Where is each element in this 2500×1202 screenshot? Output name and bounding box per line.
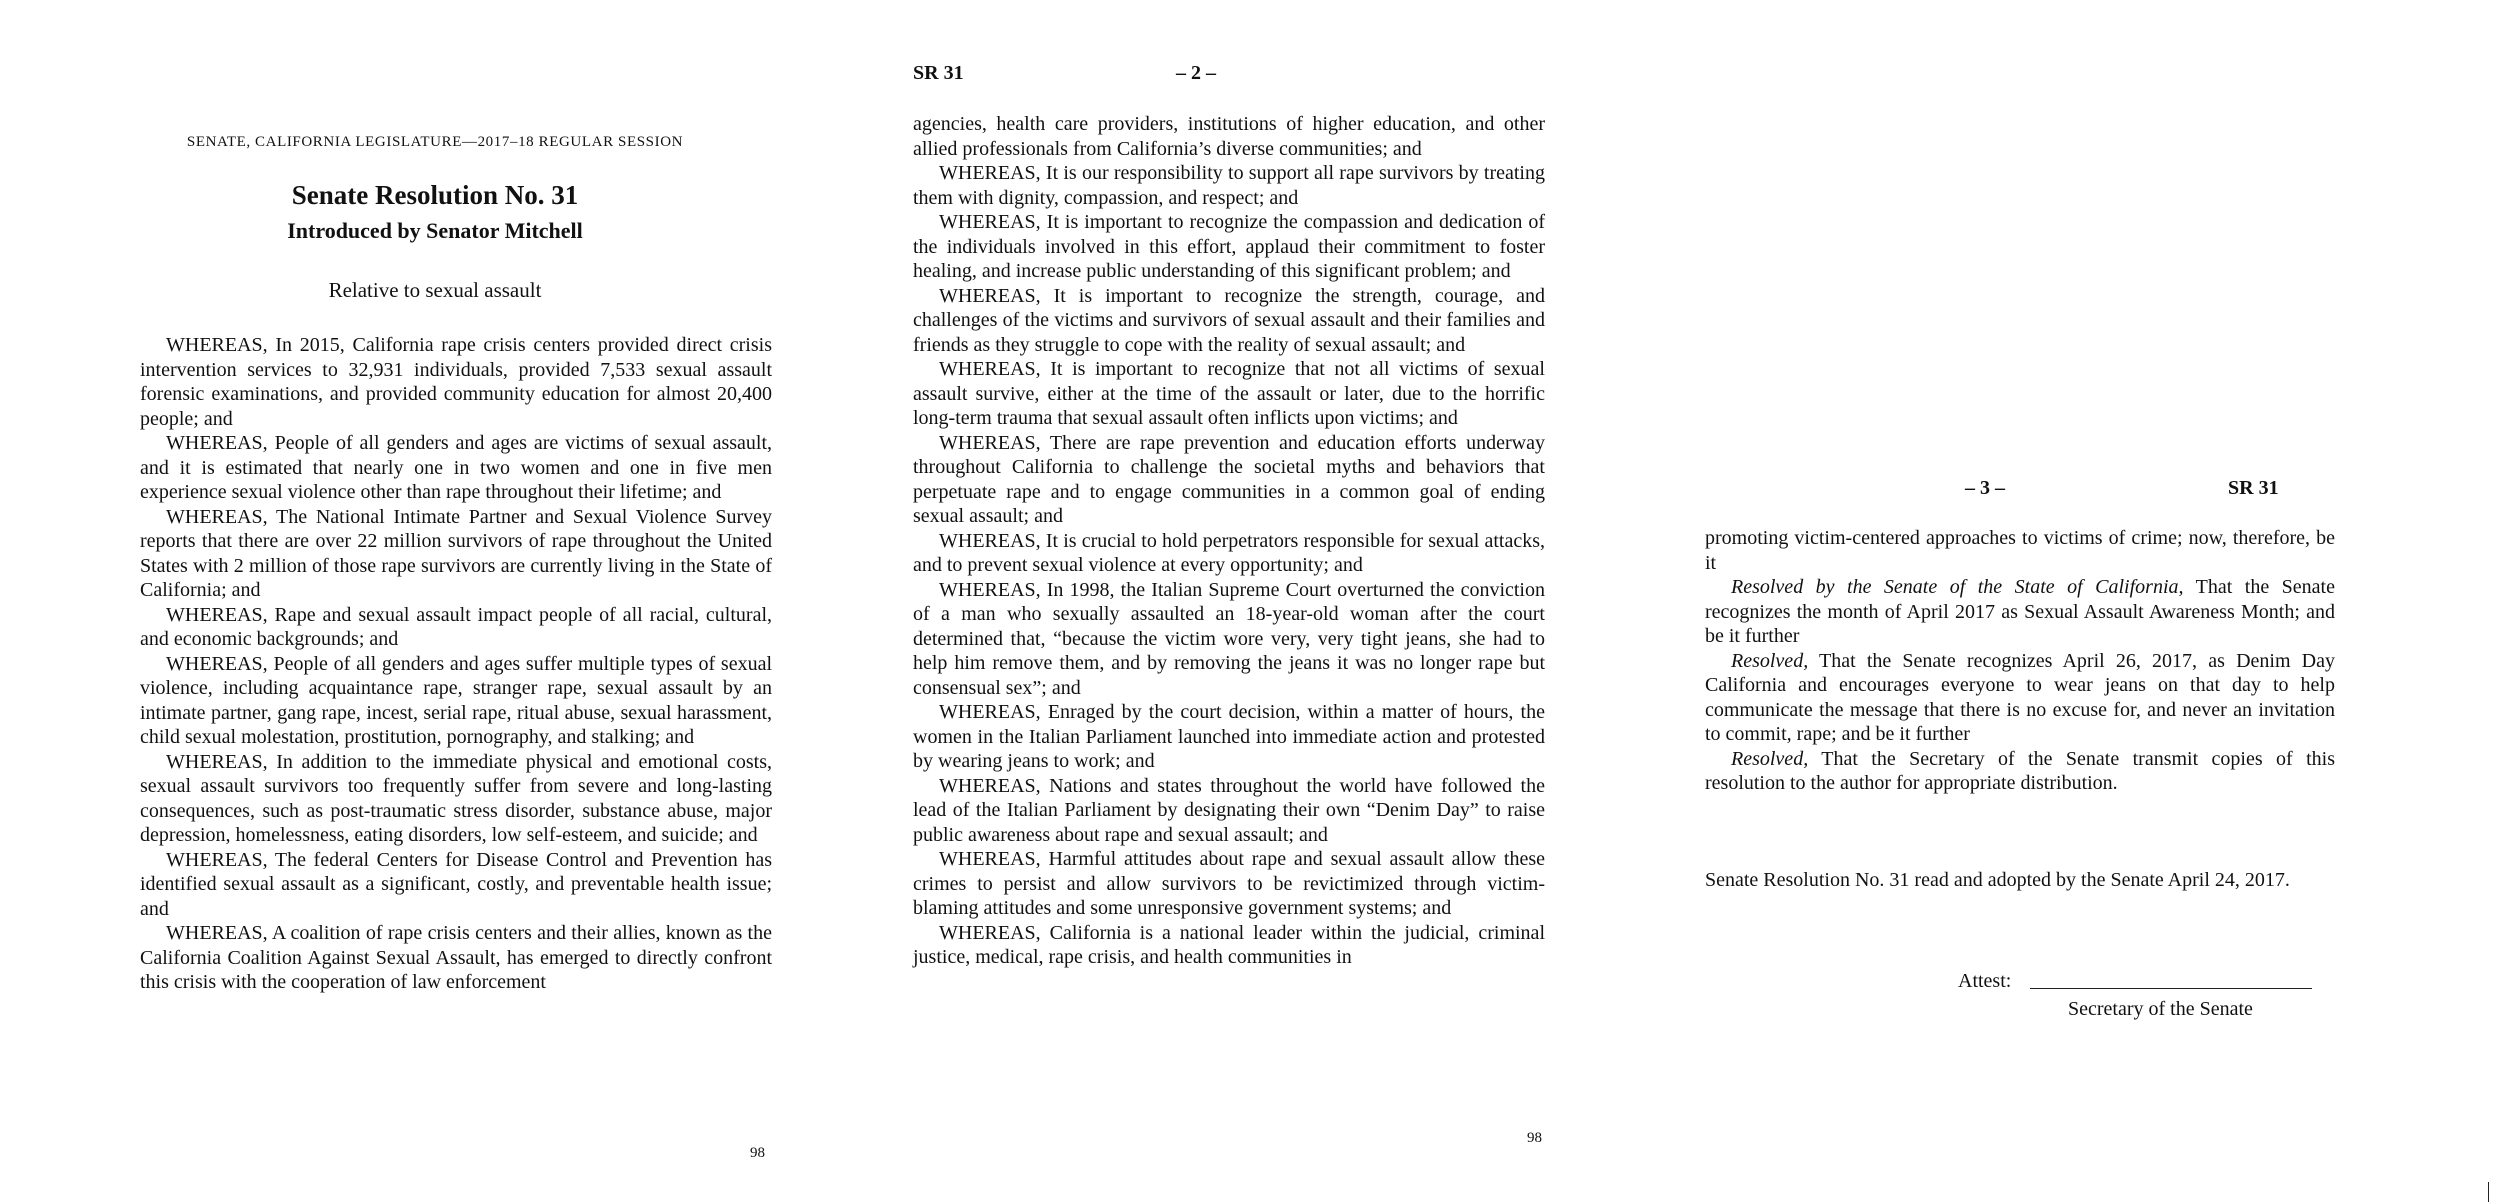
whereas-paragraph: WHEREAS, The National Intimate Partner and Sexual Violence Survey reports that there are over 22 million survivors of rape throughout the United States with 2 million of those rape survivors are currently living in the State of California; and — [140, 505, 772, 601]
resolution-body-page-2 — [913, 112, 1545, 970]
whereas-paragraph: WHEREAS, People of all genders and ages suffer multiple types of sexual violence, including acquaintance rape, stranger rape, sexual assault by an intimate partner, gang rape, incest, serial rape, ritual abuse, sexual harassment, child sexual molestation, prostitution, pornography, and stalking; and — [140, 652, 772, 748]
resolved-clause-lead: Resolved, — [1731, 747, 1809, 770]
whereas-paragraph: WHEREAS, California is a national leader within the judicial, criminal justice, medical, rape crisis, and health communities in — [913, 921, 1545, 968]
whereas-paragraph: WHEREAS, It is crucial to hold perpetrators responsible for sexual attacks, and to prevent sexual violence at every opportunity; and — [913, 529, 1545, 576]
whereas-paragraph: WHEREAS, It is important to recognize the strength, courage, and challenges of the victims and survivors of sexual assault and their families and friends as they struggle to cope with the reality of sexual assault; and — [913, 284, 1545, 356]
adoption-statement: Senate Resolution No. 31 read and adopted by the Senate April 24, 2017. — [1705, 869, 2290, 891]
text-cursor-mark — [2488, 1182, 2489, 1202]
resolution-title: Senate Resolution No. 31 — [291, 180, 579, 210]
whereas-paragraph: WHEREAS, Enraged by the court decision, within a matter of hours, the women in the Italian Parliament launched into immediate action and protested by wearing jeans to work; and — [913, 701, 1545, 772]
whereas-paragraph: WHEREAS, It is important to recognize the compassion and dedication of the individuals involved in this effort, applaud their commitment to foster healing, and increase public understanding of this significant problem; and — [913, 211, 1545, 282]
running-head-resolution-id: SR 31 — [913, 62, 964, 84]
resolved-clause — [1705, 575, 2335, 649]
whereas-paragraph: WHEREAS, In 1998, the Italian Supreme Court overturned the conviction of a man who sexually assaulted an 18-year-old woman after the court determined that, “because the victim wore very, very tight jeans, she had to help him remove them, and by removing the jeans it was no longer rape but consensual sex”; and — [913, 578, 1545, 699]
whereas-paragraph: WHEREAS, It is important to recognize that not all victims of sexual assault survive, either at the time of the assault or later, due to the horrific long-term trauma that sexual assault often inflicts upon victims; and — [913, 358, 1545, 429]
secretary-label: Secretary of the Senate — [2068, 998, 2253, 1020]
running-head-page-number: – 2 – — [1176, 62, 1216, 84]
resolved-clause-text: That the Secretary of the Senate transmit copies of this resolution to the author for appropriate distribution. — [1705, 747, 2335, 794]
whereas-paragraph: WHEREAS, It is our responsibility to support all rape survivors by treating them with dignity, compassion, and respect; and — [913, 162, 1545, 209]
session-header: SENATE, CALIFORNIA LEGISLATURE—2017–18 REGULAR SESSION — [186, 134, 684, 150]
resolved-clause-text: That the Senate recognizes the month of April 2017 as Sexual Assault Awareness Month; and be it further — [1705, 576, 2335, 647]
whereas-paragraph: WHEREAS, There are rape prevention and education efforts underway throughout California to challenge the societal myths and behaviors that perpetuate rape and to engage communities in a common goal of ending sexual assault; and — [913, 431, 1545, 527]
introduced-by: Introduced by Senator Mitchell — [287, 218, 583, 243]
resolved-clause — [1705, 649, 2335, 747]
resolution-body-page-3 — [1705, 526, 2335, 796]
document-page-1 — [0, 0, 860, 1202]
whereas-paragraph: WHEREAS, Harmful attitudes about rape and sexual assault allow these crimes to persist and allow survivors to be revictimized through victim-blaming attitudes and some unresponsive government systems; and — [913, 848, 1545, 919]
whereas-paragraph: WHEREAS, The federal Centers for Disease Control and Prevention has identified sexual assault as a significant, costly, and preventable health issue; and — [140, 848, 772, 920]
page-footer-number: 98 — [750, 1145, 765, 1161]
running-head-resolution-id: SR 31 — [2228, 477, 2279, 499]
continued-paragraph: agencies, health care providers, institutions of higher education, and other allied professionals from California’s diverse communities; and — [913, 113, 1545, 160]
page-footer-number: 98 — [1527, 1130, 1542, 1146]
whereas-paragraph: WHEREAS, Nations and states throughout the world have followed the lead of the Italian Parliament by designating their own “Denim Day” to raise public awareness about rape and sexual assault; and — [913, 774, 1545, 846]
whereas-paragraph: WHEREAS, Rape and sexual assault impact people of all racial, cultural, and economic backgrounds; and — [140, 603, 772, 650]
resolution-body-page-1 — [140, 333, 772, 995]
resolved-clause-lead: Resolved, — [1731, 649, 1809, 672]
resolution-subject: Relative to sexual assault — [328, 278, 542, 302]
whereas-paragraph: WHEREAS, A coalition of rape crisis centers and their allies, known as the California Coalition Against Sexual Assault, has emerged to directly confront this crisis with the cooperation of law enforcement — [140, 922, 772, 993]
continued-paragraph: promoting victim-centered approaches to victims of crime; now, therefore, be it — [1705, 527, 2335, 574]
resolved-clause-text: That the Senate recognizes April 26, 2017, as Denim Day California and encourages everyone to wear jeans on that day to help communicate the message that there is no excuse for, and never an invitation to commit, rape; and be it further — [1705, 649, 2335, 745]
resolved-clause — [1705, 747, 2335, 796]
resolved-clause-lead: Resolved by the Senate of the State of California, — [1731, 576, 2184, 598]
running-head-page-number: – 3 – — [1965, 477, 2005, 499]
whereas-paragraph: WHEREAS, People of all genders and ages are victims of sexual assault, and it is estimated that nearly one in two women and one in five men experience sexual violence other than rape throughout their lifetime; and — [140, 432, 772, 503]
attest-label: Attest: — [1958, 970, 2012, 992]
signature-line — [2030, 988, 2312, 989]
whereas-paragraph: WHEREAS, In 2015, California rape crisis centers provided direct crisis intervention services to 32,931 individuals, provided 7,533 sexual assault forensic examinations, and provided community education for almost 20,400 people; and — [140, 334, 772, 430]
whereas-paragraph: WHEREAS, In addition to the immediate physical and emotional costs, sexual assault survivors too frequently suffer from severe and long-lasting consequences, such as post-traumatic stress disorder, substance abuse, major depression, homelessness, eating disorders, low self-esteem, and suicide; and — [140, 750, 772, 846]
